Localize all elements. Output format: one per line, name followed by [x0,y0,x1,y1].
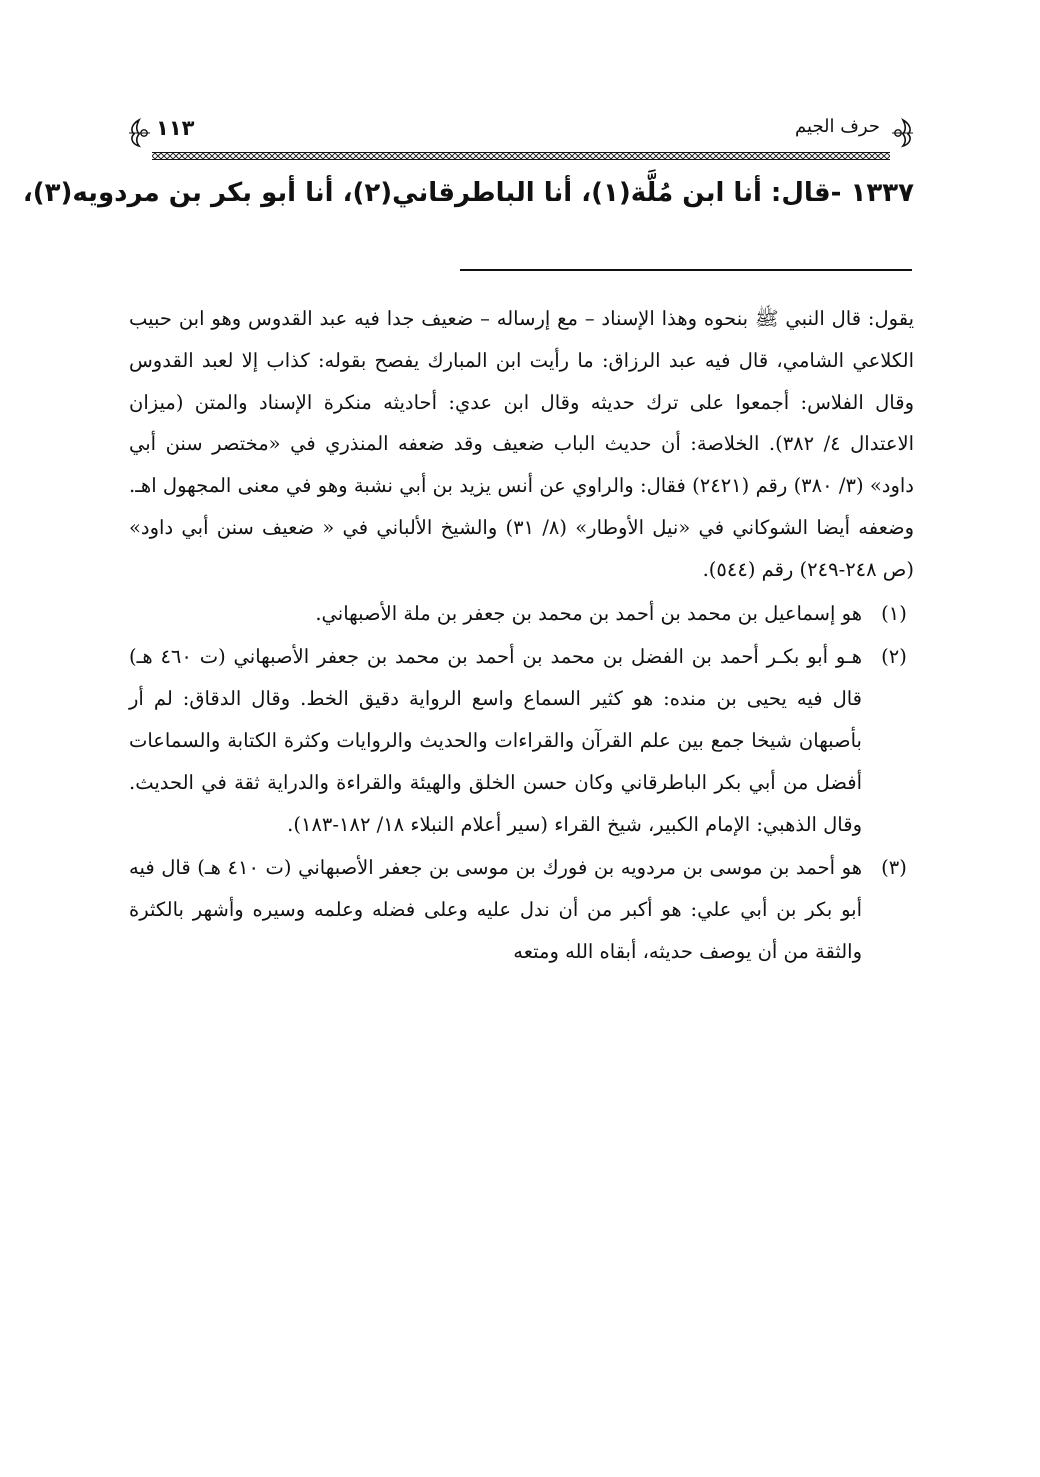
floral-ornament-icon [126,118,152,148]
chapter-title: حرف الجيم [795,116,880,137]
footnote-separator [460,269,912,271]
footnote-marker: (٣) [881,856,907,880]
hadith-entry-line: ١٣٣٧ -قال: أنا ابن مُلَّة(١)، أنا الباطرقاني(٢)، أنا أبو بكر بن مردويه(٣)، [22,178,914,208]
footnote-marker: (١) [881,601,907,625]
decorative-header-rule [152,152,890,160]
footnote-continuation: يقول: قال النبي ﷺ بنحوه وهذا الإسناد – مع إرساله – ضعيف جدا فيه عبد القدوس وهو ابن حبيب الكلاعي الشامي، قال فيه عبد الرزاق: ما رأيت ابن المبارك يفصح بقوله: كذاب إلا لعبد القدوس وقال الفلاس: أجمعوا على ترك حديثه وقال ابن عدي: أحاديثه منكرة الإسناد والمتن (ميزان الاعتدال ٤/ ٣٨٢). الخلاصة: أن حديث الباب ضعيف وقد ضعفه المنذري في «مختصر سنن أبي داود» (٣/ ٣٨٠) رقم (٢٤٢١) فقال: والراوي عن أنس يزيد بن أبي نشبة وهو في معنى المجهول اهـ. وضعفه أيضا الشوكاني في «نيل الأوطار» (٨/ ٣١) والشيخ الألباني في « ضعيف سنن أبي داود» (ص ٢٤٨-٢٤٩) رقم (٥٤٤). [129,307,915,581]
footnote-text: هو إسماعيل بن محمد بن أحمد بن محمد بن جعفر بن ملة الأصبهاني. [315,601,862,625]
floral-ornament-icon [890,118,916,148]
footnote [129,636,914,845]
footnote-text: هـو أبو بكـر أحمد بن الفضل بن محمد بن أحمد بن محمد بن جعفر الأصبهاني (ت ٤٦٠ هـ) قال فيه يحيى بن منده: هو كثير السماع واسع الرواية دقيق الخط. وقال الدقاق: لم أر بأصبهان شيخا جمع بين علم القرآن والقراءات والحديث والروايات وكثرة الكتابة والسماعات أفضل من أبي بكر الباطرقاني وكان حسن الخلق والهيئة والقراءة والدراية ثقة في الحديث. وقال الذهبي: الإمام الكبير، شيخ القراء (سير أعلام النبلاء ١٨/ ١٨٢-١٨٣). [129,645,862,836]
footnote [129,847,914,972]
footnote-marker: (٢) [881,645,907,669]
footnote-text: هو أحمد بن موسى بن مردويه بن فورك بن موسى بن جعفر الأصبهاني (ت ٤١٠ هـ) قال فيه أبو بكر بن أبي علي: هو أكبر من أن ندل عليه وعلى فضله وعلمه وسيره وأشهر بالكثرة والثقة من أن يوصف حديثه، أبقاه الله ومتعه [129,856,862,963]
running-header [126,112,916,162]
footnote [129,593,914,635]
page-number: ١١٣ [156,116,195,140]
footnotes-section [129,298,914,973]
